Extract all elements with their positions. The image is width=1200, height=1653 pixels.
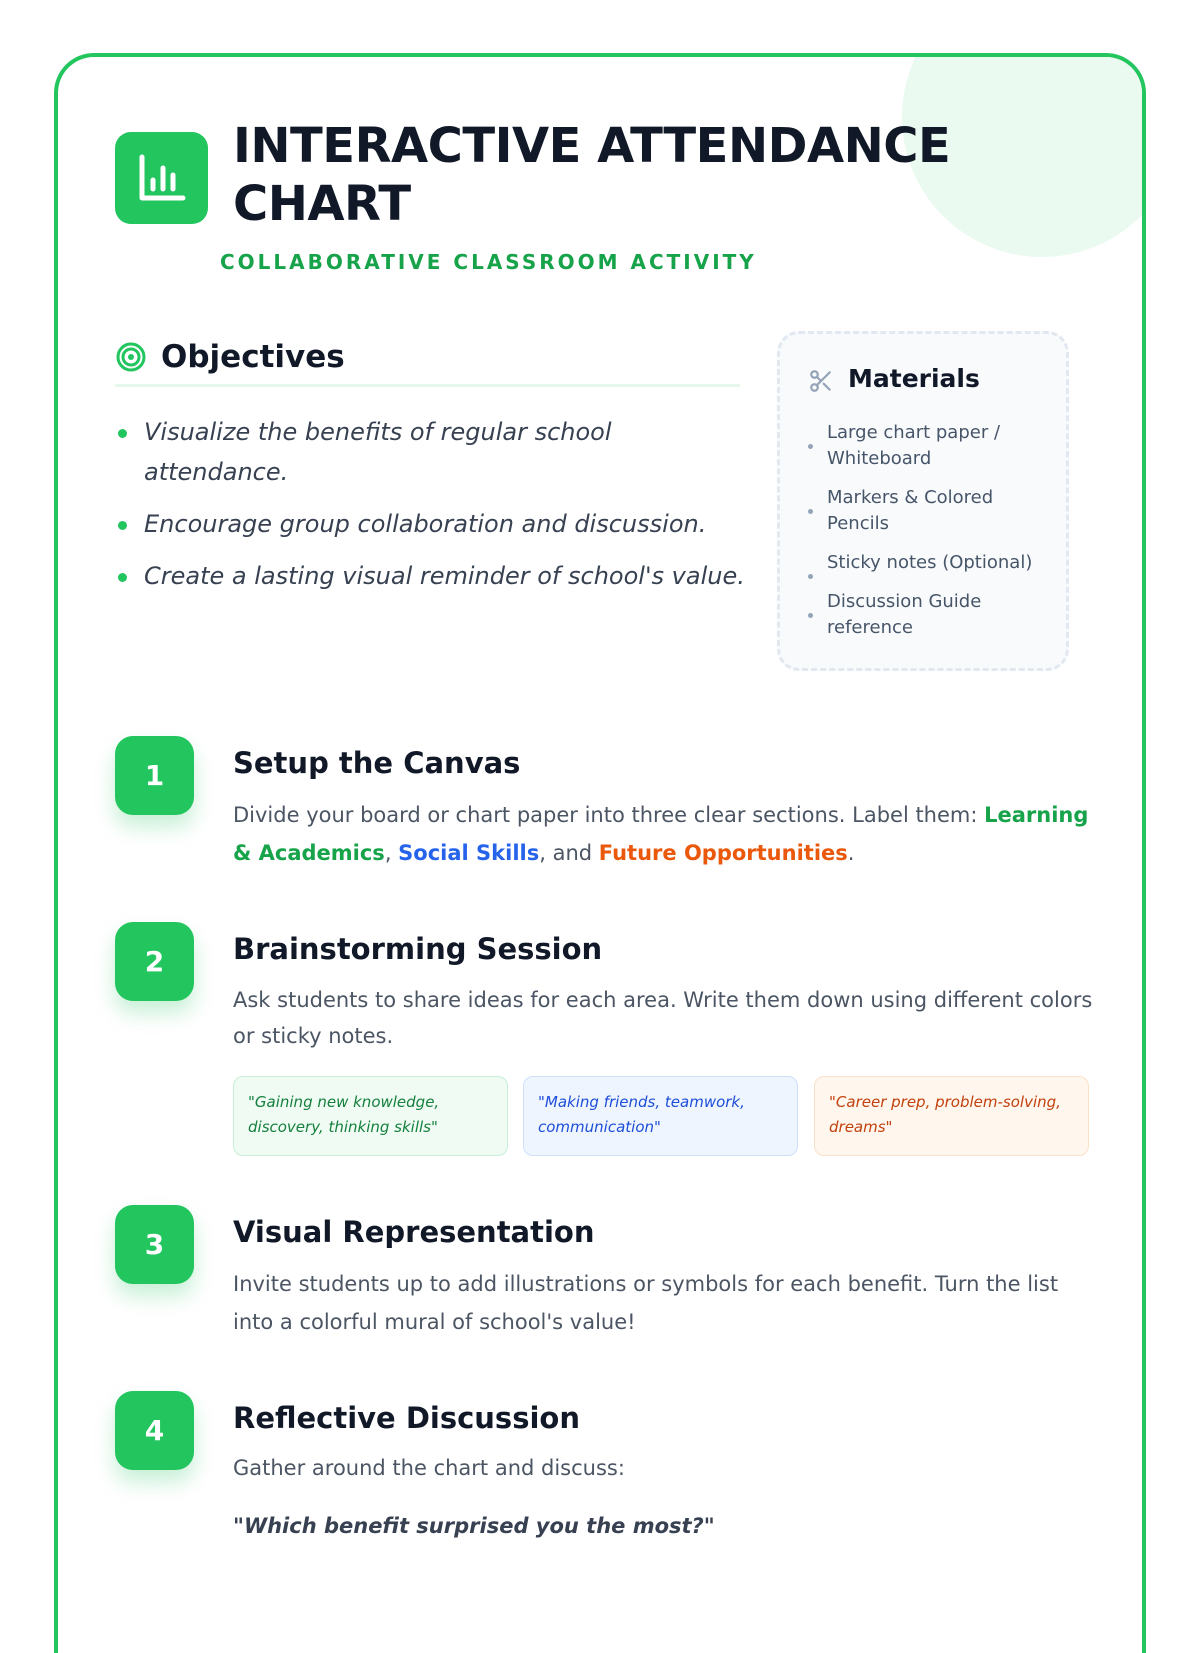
step-description: Invite students up to add illustrations or symbols for each benefit. Turn the list into a colorful mural of school's value! bbox=[233, 1272, 1059, 1334]
list-item: Sticky notes (Optional) bbox=[808, 550, 1048, 576]
step-number: 1 bbox=[115, 736, 194, 815]
list-item: Discussion Guide reference bbox=[808, 589, 1048, 641]
step-description: Divide your board or chart paper into three clear sections. Label them: Learning & Academics, Social Skills, and Future Opportunities. bbox=[233, 803, 1089, 865]
idea-card-social: "Making friends, teamwork, communication" bbox=[523, 1076, 798, 1156]
label-social: Social Skills bbox=[398, 841, 540, 865]
step-number: 2 bbox=[115, 922, 194, 1001]
idea-examples bbox=[233, 1076, 1089, 1156]
label-learning: Learning & Academics bbox=[233, 803, 1089, 865]
list-item: Create a lasting visual reminder of school's value. bbox=[115, 556, 755, 596]
activity-card bbox=[54, 53, 1146, 1653]
target-icon bbox=[115, 341, 147, 373]
materials-heading: Materials bbox=[848, 364, 980, 393]
list-item: Visualize the benefits of regular school attendance. bbox=[115, 412, 755, 492]
step-number: 4 bbox=[115, 1391, 194, 1470]
page-subtitle: COLLABORATIVE CLASSROOM ACTIVITY bbox=[220, 250, 757, 274]
idea-card-future: "Career prep, problem-solving, dreams" bbox=[814, 1076, 1089, 1156]
list-item: Large chart paper / Whiteboard bbox=[808, 420, 1048, 472]
scissors-icon bbox=[808, 368, 834, 394]
step-title: Setup the Canvas bbox=[233, 746, 521, 780]
bar-chart-icon bbox=[115, 132, 208, 224]
step-description: Gather around the chart and discuss: bbox=[233, 1456, 625, 1480]
objectives-heading: Objectives bbox=[161, 339, 345, 375]
materials-list bbox=[808, 420, 1048, 654]
materials-panel bbox=[777, 331, 1069, 671]
step-title: Brainstorming Session bbox=[233, 932, 603, 966]
step-title: Reflective Discussion bbox=[233, 1401, 580, 1435]
label-future: Future Opportunities bbox=[598, 841, 848, 865]
idea-card-learning: "Gaining new knowledge, discovery, thinking skills" bbox=[233, 1076, 508, 1156]
step-title: Visual Representation bbox=[233, 1215, 595, 1249]
page-title: INTERACTIVE ATTENDANCE CHART bbox=[233, 118, 951, 232]
list-item: Encourage group collaboration and discussion. bbox=[115, 504, 755, 544]
objectives-header bbox=[115, 337, 740, 387]
objectives-list bbox=[115, 412, 755, 608]
step-number: 3 bbox=[115, 1205, 194, 1284]
list-item: Markers & Colored Pencils bbox=[808, 485, 1048, 537]
discussion-question: "Which benefit surprised you the most?" bbox=[233, 1514, 715, 1538]
step-description: Ask students to share ideas for each area. Write them down using different colors or sticky notes. bbox=[233, 988, 1093, 1048]
